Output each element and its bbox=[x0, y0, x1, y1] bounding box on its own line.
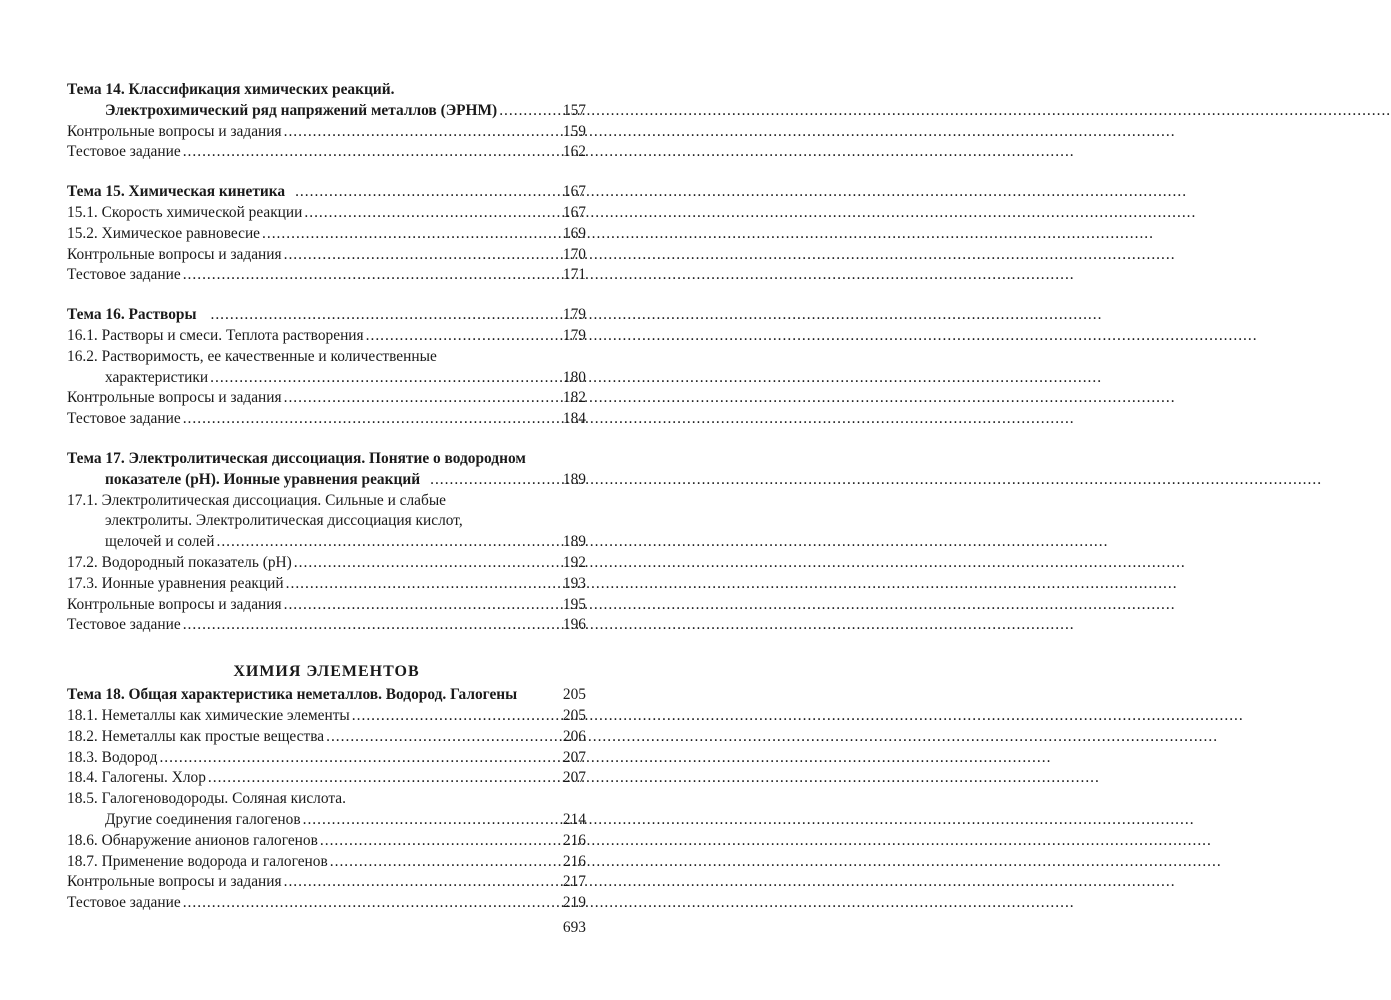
dot-leader bbox=[320, 831, 563, 852]
dot-leader bbox=[208, 768, 563, 789]
toc-entry-text: Тестовое задание bbox=[67, 266, 181, 284]
dot-leader bbox=[159, 748, 562, 769]
dot-leader bbox=[210, 305, 562, 326]
toc-section-topic-15 bbox=[67, 182, 586, 286]
toc-page-number: 180 bbox=[562, 368, 586, 386]
toc-entry[interactable] bbox=[67, 142, 586, 163]
toc-entry[interactable] bbox=[67, 224, 586, 245]
toc-entry[interactable] bbox=[67, 574, 586, 595]
dot-leader bbox=[352, 706, 563, 727]
toc-entry-text: 15.2. Химическое равновесие bbox=[67, 224, 261, 242]
toc-entry[interactable] bbox=[67, 831, 586, 852]
toc-entry-text: 18.5. Галогеноводороды. Соляная кислота. bbox=[67, 790, 346, 808]
toc-page-number: 217 bbox=[562, 873, 586, 891]
dot-leader bbox=[366, 326, 563, 347]
dot-leader bbox=[183, 142, 563, 163]
toc-entry[interactable] bbox=[67, 789, 586, 810]
toc-entry[interactable] bbox=[67, 347, 586, 368]
table-of-contents bbox=[67, 80, 586, 933]
toc-entry[interactable] bbox=[67, 326, 586, 347]
dot-leader bbox=[183, 615, 563, 636]
toc-entry-text: Тестовое задание bbox=[67, 894, 181, 912]
toc-page-number: 192 bbox=[562, 553, 586, 571]
toc-entry[interactable] bbox=[67, 893, 586, 914]
toc-entry[interactable] bbox=[67, 553, 586, 574]
dot-leader bbox=[284, 245, 563, 266]
dot-leader bbox=[294, 553, 563, 574]
toc-entry[interactable] bbox=[67, 595, 586, 616]
toc-topic-title[interactable] bbox=[67, 305, 586, 326]
toc-entry-text: 18.4. Галогены. Хлор bbox=[67, 769, 206, 787]
dot-leader bbox=[326, 727, 563, 748]
toc-page-number: 219 bbox=[562, 894, 586, 912]
part-heading: ХИМИЯ ЭЛЕМЕНТОВ bbox=[233, 663, 420, 681]
dot-leader bbox=[210, 368, 563, 389]
toc-entry-text: Контрольные вопросы и задания bbox=[67, 245, 282, 263]
toc-entry-text: 18.1. Неметаллы как химические элементы bbox=[67, 706, 350, 724]
dot-leader bbox=[430, 470, 563, 491]
dot-leader bbox=[499, 101, 563, 122]
toc-section-topic-17 bbox=[67, 449, 586, 636]
toc-entry-text: 17.1. Электролитическая диссоциация. Сильные и слабые bbox=[67, 491, 447, 509]
toc-topic-title-text: Тема 15. Химическая кинетика bbox=[67, 183, 286, 201]
dot-leader bbox=[304, 203, 563, 224]
toc-entry[interactable] bbox=[67, 615, 586, 636]
toc-section-topic-16 bbox=[67, 305, 586, 430]
toc-section-topic-14 bbox=[67, 80, 586, 163]
toc-topic-title-text: Тема 18. Общая характеристика неметаллов. Водород. Галогены bbox=[67, 686, 518, 704]
toc-topic-title-continued[interactable] bbox=[67, 470, 586, 491]
toc-entry-text: электролиты. Электролитическая диссоциация кислот, bbox=[105, 512, 463, 530]
toc-page-number: 167 bbox=[562, 183, 586, 201]
toc-page-number: 171 bbox=[562, 266, 586, 284]
toc-page-number: 162 bbox=[562, 143, 586, 161]
toc-entry-continued[interactable] bbox=[67, 368, 586, 389]
toc-page-number: 179 bbox=[562, 326, 586, 344]
toc-entry-text: Контрольные вопросы и задания bbox=[67, 595, 282, 613]
dot-leader bbox=[183, 265, 563, 286]
toc-page-number: 206 bbox=[562, 727, 586, 745]
toc-entry-text: 18.7. Применение водорода и галогенов bbox=[67, 852, 328, 870]
toc-entry-text: 18.2. Неметаллы как простые вещества bbox=[67, 727, 325, 745]
toc-page-number: 182 bbox=[562, 389, 586, 407]
toc-page-number: 159 bbox=[562, 122, 586, 140]
toc-topic-title[interactable] bbox=[67, 685, 586, 706]
dot-leader bbox=[284, 872, 563, 893]
toc-page-number: 189 bbox=[562, 470, 586, 488]
toc-entry-text: 17.2. Водородный показатель (pH) bbox=[67, 553, 292, 571]
toc-page-number: 207 bbox=[562, 769, 586, 787]
toc-topic-title[interactable] bbox=[67, 80, 586, 101]
toc-entry[interactable] bbox=[67, 872, 586, 893]
toc-entry-continued[interactable] bbox=[67, 532, 586, 553]
toc-topic-title-continued[interactable] bbox=[67, 101, 586, 122]
toc-topic-title-text: Тема 17. Электролитическая диссоциация. Понятие о водородном bbox=[67, 449, 526, 467]
toc-topic-title-text: Тема 14. Классификация химических реакций. bbox=[67, 81, 395, 98]
toc-entry-text: 15.1. Скорость химической реакции bbox=[67, 203, 303, 221]
toc-page-number: 167 bbox=[562, 203, 586, 221]
toc-page-number: 184 bbox=[562, 410, 586, 428]
toc-entry-text: Контрольные вопросы и задания bbox=[67, 873, 282, 891]
toc-entry-text: 16.2. Растворимость, ее качественные и количественные bbox=[67, 347, 437, 365]
toc-entry-text: Контрольные вопросы и задания bbox=[67, 122, 282, 140]
toc-page-number: 179 bbox=[562, 306, 586, 324]
toc-entry[interactable] bbox=[67, 122, 586, 143]
toc-page-number: 207 bbox=[562, 748, 586, 766]
toc-entry-text: характеристики bbox=[105, 368, 209, 386]
toc-entry-text: Другие соединения галогенов bbox=[105, 810, 301, 828]
toc-topic-title-text: Электрохимический ряд напряжений металлов (ЭРНМ) bbox=[105, 101, 498, 119]
toc-entry[interactable] bbox=[67, 388, 586, 409]
toc-entry-text: 18.3. Водород bbox=[67, 748, 158, 766]
toc-topic-title-text: показателе (pH). Ионные уравнения реакций bbox=[105, 470, 421, 488]
dot-leader bbox=[183, 893, 563, 914]
dot-leader bbox=[284, 595, 563, 616]
toc-page-number: 170 bbox=[562, 245, 586, 263]
toc-entry-text: Контрольные вопросы и задания bbox=[67, 389, 282, 407]
toc-entry[interactable] bbox=[67, 748, 586, 769]
page-number: 693 bbox=[562, 919, 586, 936]
toc-topic-title[interactable] bbox=[67, 449, 586, 470]
toc-page-number: 205 bbox=[562, 706, 586, 724]
toc-page-number: 189 bbox=[562, 533, 586, 551]
dot-leader bbox=[286, 574, 563, 595]
toc-entry[interactable] bbox=[67, 768, 586, 789]
toc-page-number: 195 bbox=[562, 595, 586, 613]
toc-page-number: 196 bbox=[562, 616, 586, 634]
dot-leader bbox=[183, 409, 563, 430]
toc-page-number: 205 bbox=[562, 686, 586, 704]
toc-entry-continued[interactable] bbox=[67, 511, 586, 532]
dot-leader bbox=[295, 182, 563, 203]
toc-page-number: 157 bbox=[562, 101, 586, 119]
toc-page-number: 193 bbox=[562, 574, 586, 592]
toc-topic-title[interactable] bbox=[67, 182, 586, 203]
toc-page-number: 214 bbox=[562, 810, 586, 828]
toc-section-topic-18 bbox=[67, 685, 586, 914]
toc-entry[interactable] bbox=[67, 727, 586, 748]
toc-entry-text: Тестовое задание bbox=[67, 616, 181, 634]
toc-topic-title-text: Тема 16. Растворы bbox=[67, 306, 197, 324]
toc-entry[interactable] bbox=[67, 265, 586, 286]
dot-leader bbox=[284, 388, 563, 409]
toc-entry-text: Тестовое задание bbox=[67, 410, 181, 428]
toc-entry[interactable] bbox=[67, 852, 586, 873]
toc-entry-text: щелочей и солей bbox=[105, 533, 215, 551]
toc-page-number: 216 bbox=[562, 852, 586, 870]
toc-entry[interactable] bbox=[67, 491, 586, 512]
toc-entry[interactable] bbox=[67, 203, 586, 224]
dot-leader bbox=[216, 532, 562, 553]
toc-entry-text: 16.1. Растворы и смеси. Теплота растворения bbox=[67, 326, 364, 344]
toc-entry[interactable] bbox=[67, 706, 586, 727]
dot-leader bbox=[284, 122, 563, 143]
dot-leader bbox=[262, 224, 563, 245]
toc-page-number: 169 bbox=[562, 224, 586, 242]
dot-leader bbox=[303, 810, 563, 831]
toc-entry[interactable] bbox=[67, 409, 586, 430]
toc-entry-text: Тестовое задание bbox=[67, 143, 181, 161]
toc-page-number: 216 bbox=[562, 831, 586, 849]
toc-entry[interactable] bbox=[67, 245, 586, 266]
dot-leader bbox=[330, 852, 563, 873]
toc-entry-continued[interactable] bbox=[67, 810, 586, 831]
toc-entry-text: 18.6. Обнаружение анионов галогенов bbox=[67, 831, 318, 849]
toc-entry-text: 17.3. Ионные уравнения реакций bbox=[67, 574, 284, 592]
